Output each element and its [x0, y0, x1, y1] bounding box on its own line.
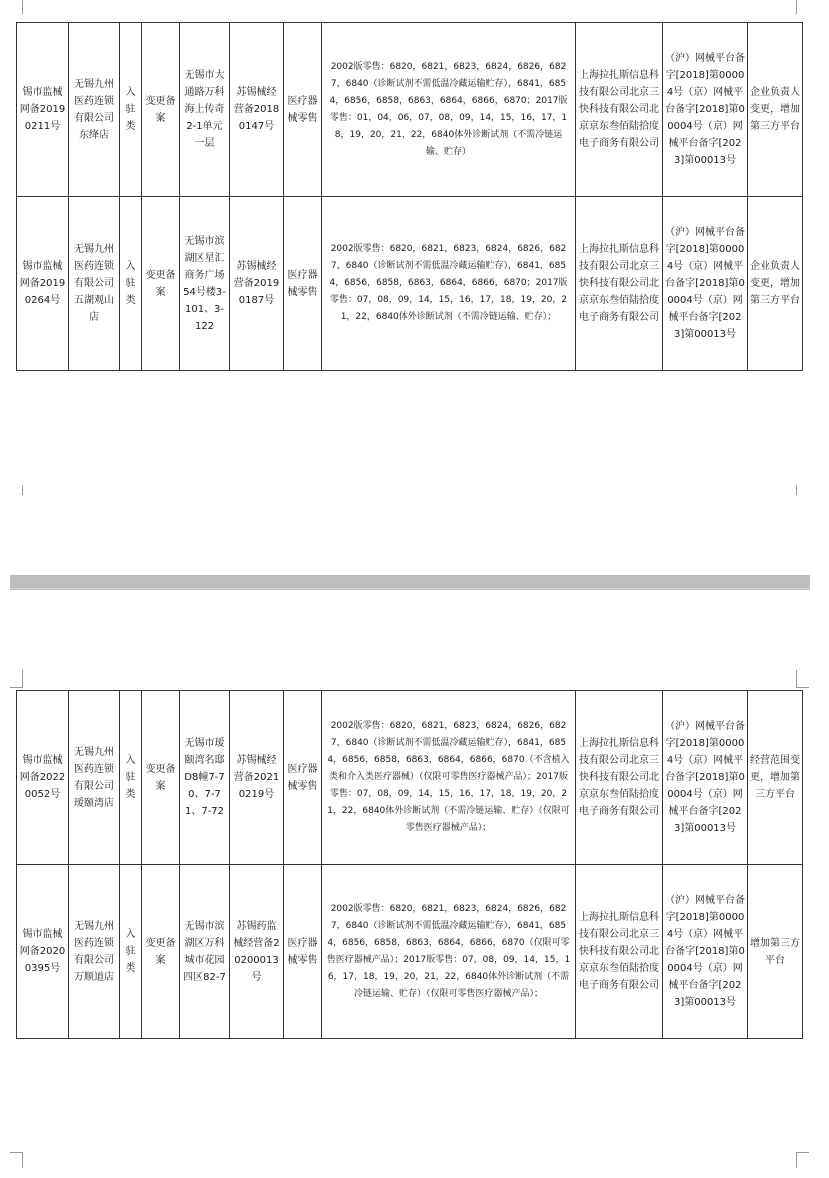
scope-cell: 2002版零售：6820，6821，6823，6824，6826，6827，6840（诊断试剂不需低温冷藏运输贮存），6841，6854，6856，6858，6863，6864，6866，6870；2017版零售：07，08，09，14，15，16，17，18，19，20，21，22，6840体外诊断试剂（不需冷链运输、贮存）； — [322, 197, 576, 371]
company-cell: 无锡九州医药连锁有限公司东绛店 — [69, 23, 120, 197]
business-cell: 医疗器械零售 — [284, 197, 322, 371]
address-cell: 无锡市滨湖区万科城市花园四区82-7 — [180, 865, 230, 1039]
category-cell: 入驻类 — [120, 865, 142, 1039]
corner-mark — [22, 670, 23, 688]
corner-mark — [796, 670, 797, 688]
corner-mark — [797, 1152, 809, 1153]
filing-type-cell: 变更备案 — [142, 691, 180, 865]
company-cell: 无锡九州医药连锁有限公司万顺道店 — [69, 865, 120, 1039]
category-cell: 入驻类 — [120, 23, 142, 197]
license-no-cell: 苏锡械经营备20210219号 — [230, 691, 284, 865]
license-no-cell: 苏锡械经营备20190187号 — [230, 197, 284, 371]
record-no-cell: 锡市监械网备20200395号 — [17, 865, 69, 1039]
address-cell: 无锡市大通路万科海上传奇2-1单元一层 — [180, 23, 230, 197]
platform-record-cell: （沪）网械平台备字[2018]第00004号（京）网械平台备字[2018]第00004号（京）网械平台备字[2023]第00013号 — [663, 23, 748, 197]
change-note-cell: 企业负责人变更，增加第三方平台 — [748, 23, 803, 197]
platform-cell: 上海拉扎斯信息科技有限公司北京三快科技有限公司北京京东叁佰陆拾度电子商务有限公司 — [576, 23, 663, 197]
company-cell: 无锡九州医药连锁有限公司五湖观山店 — [69, 197, 120, 371]
platform-record-cell: （沪）网械平台备字[2018]第00004号（京）网械平台备字[2018]第00004号（京）网械平台备字[2023]第00013号 — [663, 691, 748, 865]
platform-cell: 上海拉扎斯信息科技有限公司北京三快科技有限公司北京京东叁佰陆拾度电子商务有限公司 — [576, 865, 663, 1039]
license-no-cell: 苏锡药监械经营备20200013号 — [230, 865, 284, 1039]
page-separator-line — [10, 588, 810, 589]
corner-mark — [797, 687, 809, 688]
address-cell: 无锡市滨湖区星汇商务广场54号楼3-101、3-122 — [180, 197, 230, 371]
license-no-cell: 苏锡械经营备20180147号 — [230, 23, 284, 197]
business-cell: 医疗器械零售 — [284, 865, 322, 1039]
table-row — [17, 23, 803, 197]
platform-record-cell: （沪）网械平台备字[2018]第00004号（京）网械平台备字[2018]第00004号（京）网械平台备字[2023]第00013号 — [663, 197, 748, 371]
change-note-cell: 增加第三方平台 — [748, 865, 803, 1039]
business-cell: 医疗器械零售 — [284, 23, 322, 197]
corner-mark — [22, 1152, 23, 1168]
filing-type-cell: 变更备案 — [142, 197, 180, 371]
filing-type-cell: 变更备案 — [142, 865, 180, 1039]
company-cell: 无锡九州医药连锁有限公司瑷颐湾店 — [69, 691, 120, 865]
filing-type-cell: 变更备案 — [142, 23, 180, 197]
scope-cell: 2002版零售：6820，6821，6823，6824，6826，6827，6840（诊断试剂不需低温冷藏运输贮存），6841，6854，6856，6858，6863，6864，6866，6870（仅限可零售医疗器械产品）；2017版零售：07，08，09，14，15，16，17，18，19，20，21，22，6840体外诊断试剂（不需冷链运输、贮存）（仅限可零售医疗器械产品）； — [322, 865, 576, 1039]
corner-mark — [10, 1152, 22, 1153]
filing-table-page-2 — [16, 690, 803, 1039]
corner-mark — [796, 0, 797, 14]
category-cell: 入驻类 — [120, 197, 142, 371]
scope-cell: 2002版零售：6820，6821，6823，6824，6826，6827，6840（诊断试剂不需低温冷藏运输贮存），6841，6854，6856，6858，6863，6864，6866，6870；2017版零售：01，04，06，07，08，09，14，15，16，17，18，19，20，21，22，6840体外诊断试剂（不需冷链运输、贮存） — [322, 23, 576, 197]
table-row — [17, 865, 803, 1039]
document-page-1 — [0, 0, 829, 575]
change-note-cell: 企业负责人变更，增加第三方平台 — [748, 197, 803, 371]
record-no-cell: 锡市监械网备20190211号 — [17, 23, 69, 197]
address-cell: 无锡市瑷颐湾名邸D8幢7-70、7-71、7-72 — [180, 691, 230, 865]
corner-mark — [796, 1152, 797, 1168]
table-row — [17, 197, 803, 371]
business-cell: 医疗器械零售 — [284, 691, 322, 865]
scope-cell: 2002版零售：6820，6821，6823，6824，6826，6827，6840（诊断试剂不需低温冷藏运输贮存），6841，6854，6856，6858，6863，6864，6866，6870（不含植入类和介入类医疗器械）（仅限可零售医疗器械产品）；2017版零售：07，08，09，14，15，16，17，18，19，20，21，22，6840体外诊断试剂（不需冷链运输、贮存）（仅限可零售医疗器械产品）； — [322, 691, 576, 865]
filing-table-page-1 — [16, 22, 803, 371]
platform-record-cell: （沪）网械平台备字[2018]第00004号（京）网械平台备字[2018]第00004号（京）网械平台备字[2023]第00013号 — [663, 865, 748, 1039]
record-no-cell: 锡市监械网备20190264号 — [17, 197, 69, 371]
corner-mark — [22, 0, 23, 14]
category-cell: 入驻类 — [120, 691, 142, 865]
corner-mark — [796, 485, 797, 495]
platform-cell: 上海拉扎斯信息科技有限公司北京三快科技有限公司北京京东叁佰陆拾度电子商务有限公司 — [576, 691, 663, 865]
table-row — [17, 691, 803, 865]
platform-cell: 上海拉扎斯信息科技有限公司北京三快科技有限公司北京京东叁佰陆拾度电子商务有限公司 — [576, 197, 663, 371]
corner-mark — [10, 687, 22, 688]
corner-mark — [22, 485, 23, 495]
record-no-cell: 锡市监械网备20220052号 — [17, 691, 69, 865]
change-note-cell: 经营范围变更，增加第三方平台 — [748, 691, 803, 865]
